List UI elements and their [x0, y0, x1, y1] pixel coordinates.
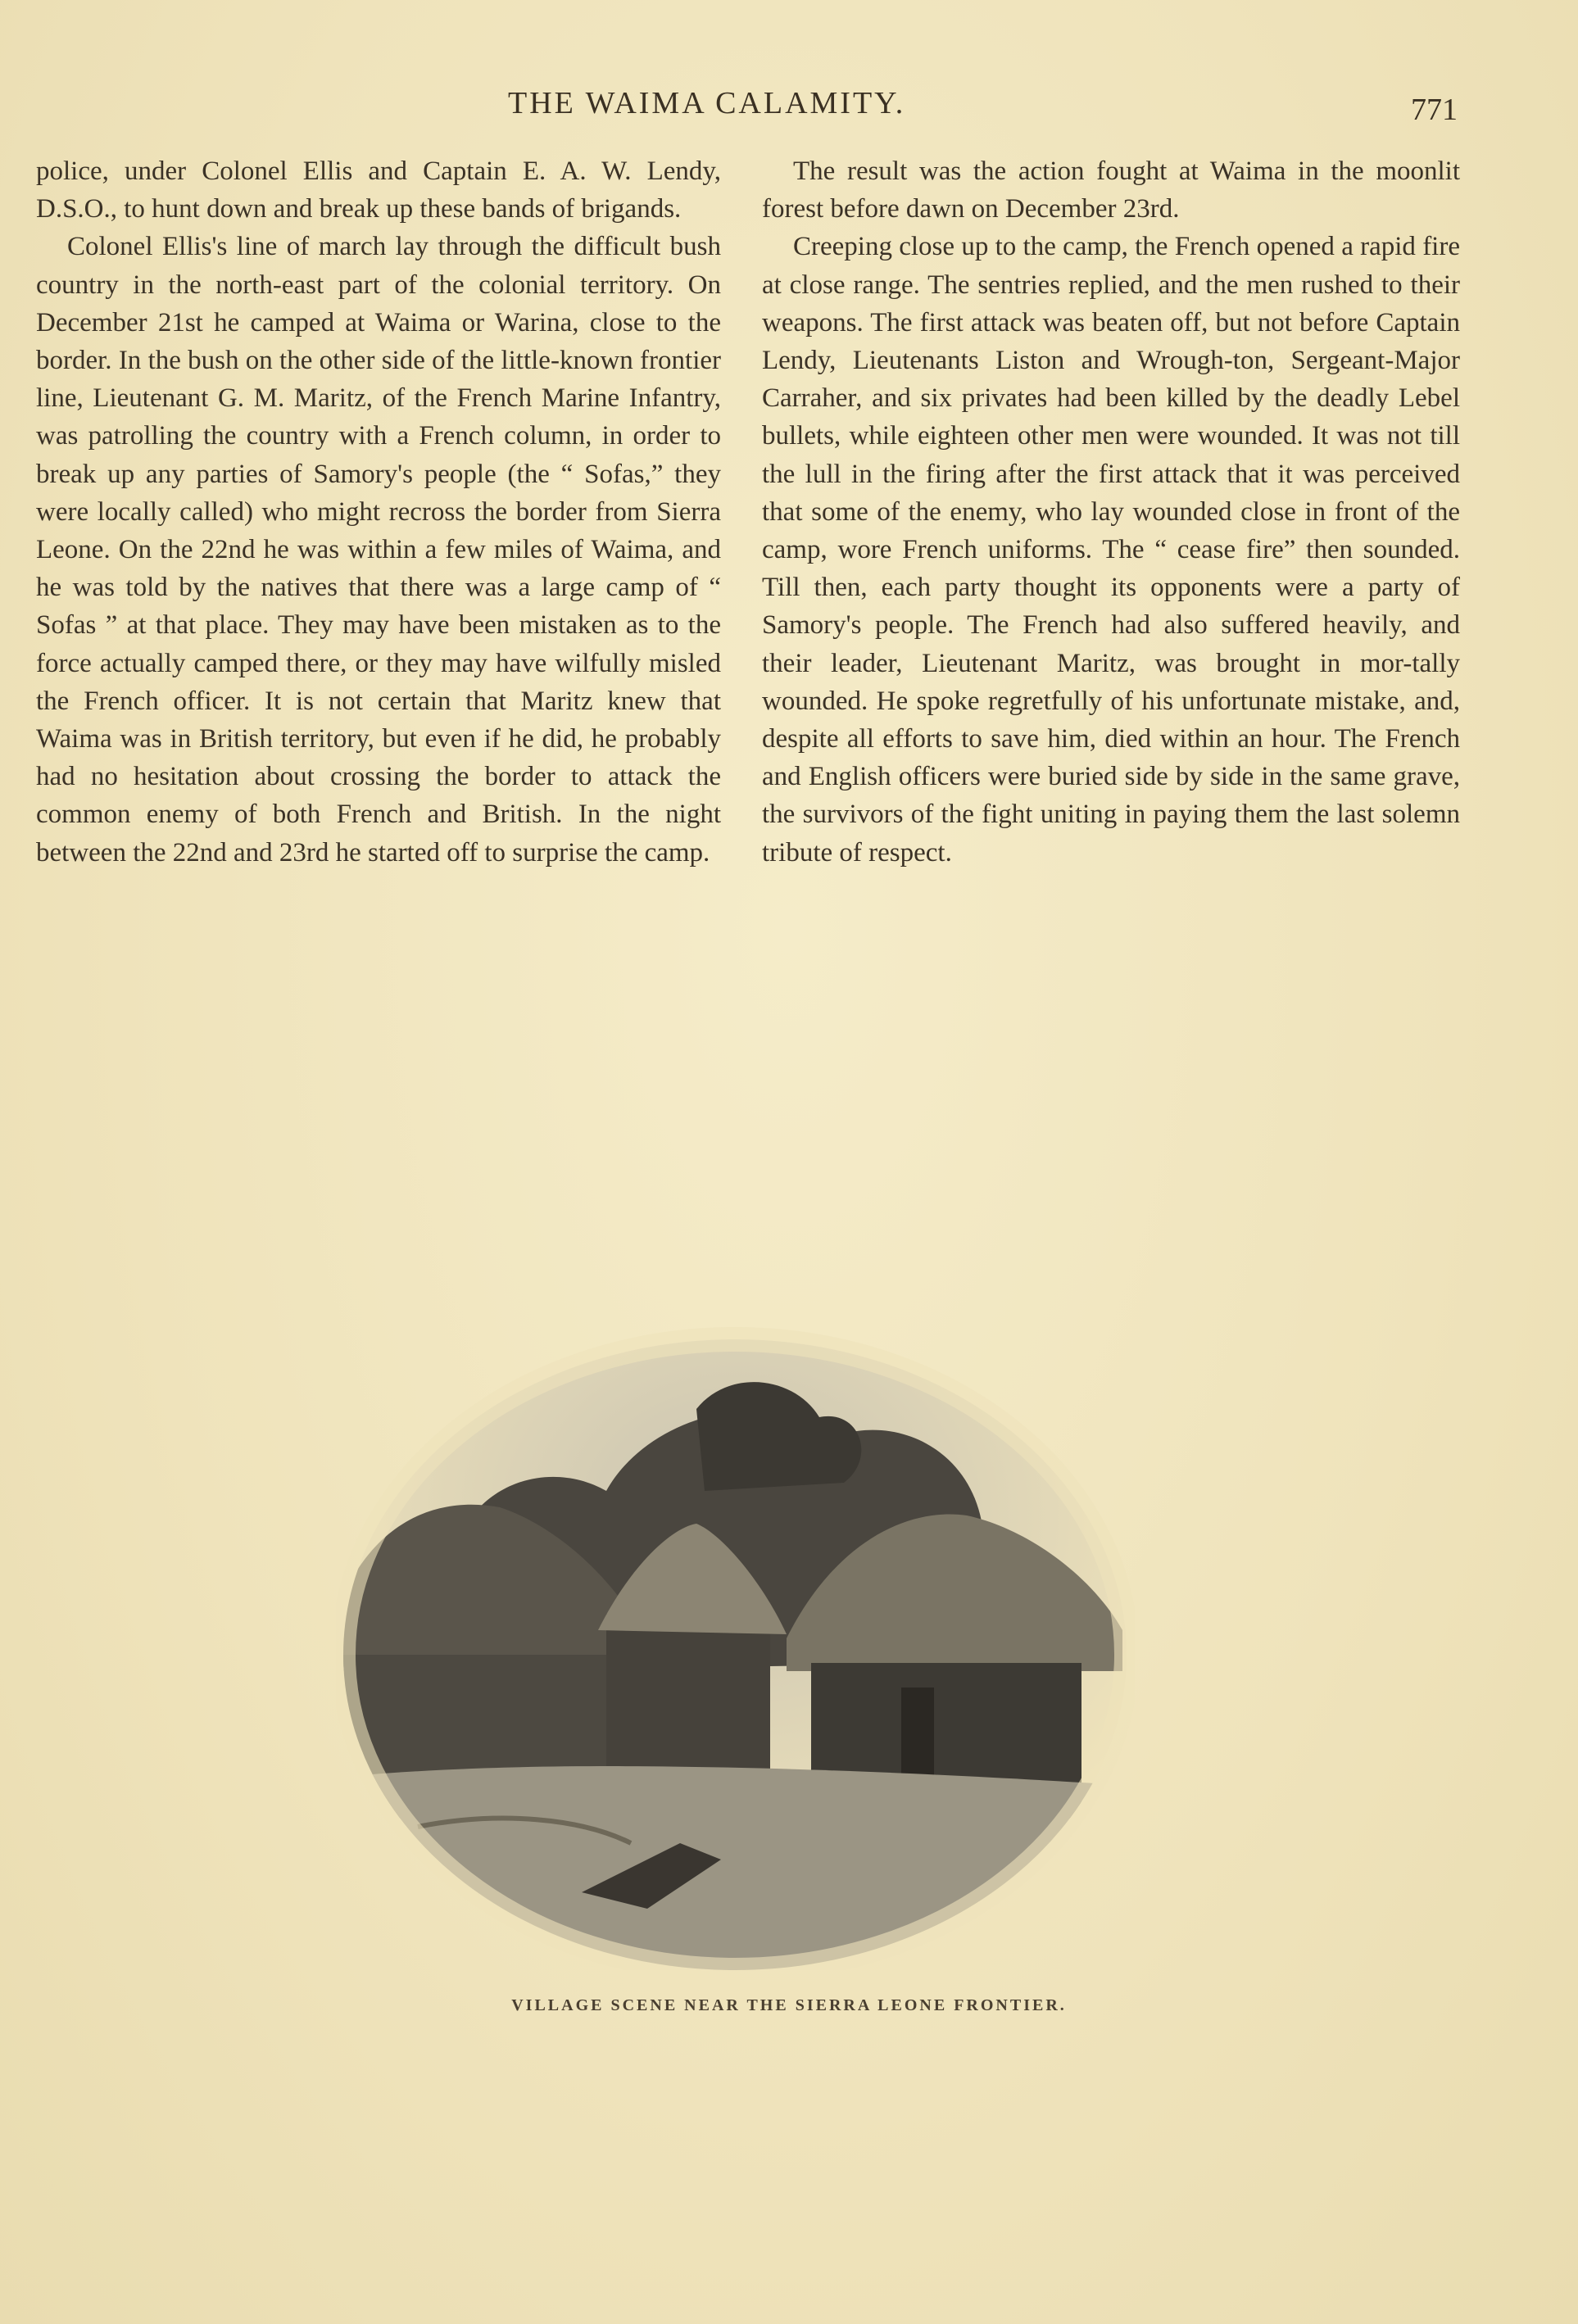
right-column: [762, 152, 1460, 872]
paragraph: Creeping close up to the camp, the French opened a rapid fire at close range. The sentries replied, and the men rushed to their weapons. The first attack was beaten off, but not before Captain Lendy, Lieutenants Liston and Wrough-ton, Sergeant-Major Carraher, and six privates had been killed by the deadly Lebel bullets, while eighteen other men were wounded. It was not till the lull in the firing after the first attack that it was perceived that some of the enemy, who lay wounded close in front of the camp, wore French uniforms. The “ cease fire” then sounded. Till then, each party thought its opponents were a party of Samory's people. The French had also suffered heavily, and their leader, Lieutenant Maritz, was brought in mor-tally wounded. He spoke regretfully of his unfortunate mistake, and, despite all efforts to save him, died within an hour. The French and English officers were buried side by side in the same grave, the survivors of the fight uniting in paying them the last solemn tribute of respect.: [762, 232, 1460, 868]
left-column: [36, 152, 721, 872]
page-number: 771: [1411, 93, 1458, 127]
figure-caption: VILLAGE SCENE NEAR THE SIERRA LEONE FRONTIER.: [511, 1996, 1067, 2014]
running-title: THE WAIMA CALAMITY.: [508, 86, 906, 120]
village-scene-image: [336, 1319, 1135, 1970]
paragraph: police, under Colonel Ellis and Captain E. A. W. Lendy, D.S.O., to hunt down and break up these bands of brigands.: [36, 156, 721, 224]
paragraph: Colonel Ellis's line of march lay through the difficult bush country in the north-east part of the colonial territory. On December 21st he camped at Waima or Warina, close to the border. In the bush on the other side of the little-known frontier line, Lieutenant G. M. Maritz, of the French Marine Infantry, was patrolling the country with a French column, in order to break up any parties of Samory's people (the “ Sofas,” they were locally called) who might recross the border from Sierra Leone. On the 22nd he was within a few miles of Waima, and he was told by the natives that there was a large camp of “ Sofas ” at that place. They may have been mistaken as to the force actually camped there, or they may have wilfully misled the French officer. It is not certain that Maritz knew that Waima was in British territory, but even if he did, he probably had no hesitation about crossing the border to attack the common enemy of both French and British. In the night between the 22nd and 23rd he started off to surprise the camp.: [36, 232, 721, 868]
page-header: [0, 82, 1578, 131]
paragraph: The result was the action fought at Waima in the moonlit forest before dawn on December 23rd.: [762, 156, 1460, 224]
village-illustration: [336, 1319, 1135, 1970]
